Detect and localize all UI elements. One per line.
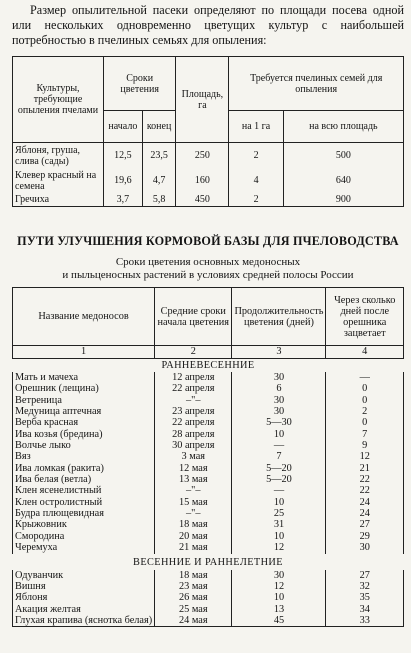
bloom-duration: 10 bbox=[232, 531, 326, 542]
plant-name: Вишня bbox=[13, 581, 155, 592]
bloom-duration: 12 bbox=[232, 542, 326, 553]
bloom-date: –"– bbox=[155, 395, 232, 406]
bloom-duration: 30 bbox=[232, 406, 326, 417]
table-row bbox=[13, 372, 404, 383]
plant-name: Ива белая (ветла) bbox=[13, 474, 155, 485]
column-numbers bbox=[13, 346, 404, 359]
header-area: Площадь, га bbox=[176, 57, 229, 143]
table-row bbox=[13, 531, 404, 542]
bloom-duration: 30 bbox=[232, 372, 326, 383]
plant-name: Вяз bbox=[13, 451, 155, 462]
table-row bbox=[13, 193, 404, 207]
bloom-duration: 7 bbox=[232, 451, 326, 462]
bloom-end: 5,8 bbox=[142, 193, 176, 207]
plant-name: Клен остролистный bbox=[13, 497, 155, 508]
bloom-table bbox=[12, 287, 404, 627]
header-date: Средние сроки начала цветения bbox=[155, 288, 232, 346]
plant-name: Волчье лыко bbox=[13, 440, 155, 451]
bloom-duration: 12 bbox=[232, 581, 326, 592]
caption-line-2: и пыльценосных растений в условиях средней полосы России bbox=[62, 269, 354, 281]
plant-name: Ива ломкая (ракита) bbox=[13, 463, 155, 474]
bloom-duration: 31 bbox=[232, 519, 326, 530]
bloom-duration: 25 bbox=[232, 508, 326, 519]
plant-name: Клен ясенелистный bbox=[13, 485, 155, 496]
days-after-hazel: 12 bbox=[326, 451, 404, 462]
total-value: 500 bbox=[283, 143, 403, 169]
days-after-hazel: 22 bbox=[326, 485, 404, 496]
header-start: начало bbox=[104, 111, 143, 143]
bloom-duration: 30 bbox=[232, 395, 326, 406]
crop-name: Клевер красный на семена bbox=[13, 169, 104, 193]
bloom-duration: 10 bbox=[232, 429, 326, 440]
header-bloom: Сроки цветения bbox=[104, 57, 176, 111]
header-needed: Требуется пчелиных семей для опыления bbox=[229, 57, 404, 111]
days-after-hazel: 7 bbox=[326, 429, 404, 440]
days-after-hazel: 35 bbox=[326, 592, 404, 603]
table-row bbox=[13, 570, 404, 581]
bloom-start: 12,5 bbox=[104, 143, 143, 169]
plant-name: Верба красная bbox=[13, 417, 155, 428]
header-duration: Продолжительность цветения (дней) bbox=[232, 288, 326, 346]
column-number: 4 bbox=[326, 346, 404, 359]
bloom-end: 23,5 bbox=[142, 143, 176, 169]
column-number: 2 bbox=[155, 346, 232, 359]
plant-name: Одуванчик bbox=[13, 570, 155, 581]
bloom-date: –"– bbox=[155, 508, 232, 519]
bloom-duration: — bbox=[232, 440, 326, 451]
group-row bbox=[13, 359, 404, 373]
group1-rows bbox=[13, 372, 404, 554]
days-after-hazel: 29 bbox=[326, 531, 404, 542]
table-row bbox=[13, 581, 404, 592]
total-value: 900 bbox=[283, 193, 403, 207]
bloom-date: 3 мая bbox=[155, 451, 232, 462]
bloom-date: –"– bbox=[155, 485, 232, 496]
table-row bbox=[13, 508, 404, 519]
bloom-date: 21 мая bbox=[155, 542, 232, 553]
days-after-hazel: 0 bbox=[326, 383, 404, 394]
table-row bbox=[13, 592, 404, 603]
plant-name: Черемуха bbox=[13, 542, 155, 553]
bloom-duration: 13 bbox=[232, 604, 326, 615]
days-after-hazel: 22 bbox=[326, 474, 404, 485]
days-after-hazel: — bbox=[326, 372, 404, 383]
group-title: ВЕСЕННИЕ И РАННЕЛЕТНИЕ bbox=[133, 557, 283, 569]
table-row bbox=[13, 406, 404, 417]
group-row bbox=[13, 554, 404, 570]
table-row bbox=[13, 497, 404, 508]
bloom-date: 18 мая bbox=[155, 519, 232, 530]
bloom-date: 26 мая bbox=[155, 592, 232, 603]
area-value: 250 bbox=[176, 143, 229, 169]
pollination-table bbox=[12, 56, 404, 207]
group-title: РАННЕВЕСЕННИЕ bbox=[13, 359, 404, 373]
header-after: Через сколько дней после орешника зацветает bbox=[326, 288, 404, 346]
plant-name: Медуница аптечная bbox=[13, 406, 155, 417]
table-row bbox=[13, 451, 404, 462]
days-after-hazel: 32 bbox=[326, 581, 404, 592]
days-after-hazel: 9 bbox=[326, 440, 404, 451]
plant-name: Орешник (лещина) bbox=[13, 383, 155, 394]
bloom-date: 23 апреля bbox=[155, 406, 232, 417]
table-row bbox=[13, 485, 404, 496]
plant-name: Глухая крапива (яснотка белая) bbox=[13, 615, 155, 627]
bloom-duration: 30 bbox=[232, 570, 326, 581]
bloom-duration: 5—20 bbox=[232, 474, 326, 485]
bloom-date: 12 мая bbox=[155, 463, 232, 474]
table-row bbox=[13, 604, 404, 615]
bloom-date: 25 мая bbox=[155, 604, 232, 615]
bloom-date: 18 мая bbox=[155, 570, 232, 581]
bloom-end: 4,7 bbox=[142, 169, 176, 193]
bloom-duration: 45 bbox=[232, 615, 326, 627]
plant-name: Будра плющевидная bbox=[13, 508, 155, 519]
days-after-hazel: 30 bbox=[326, 542, 404, 553]
bloom-duration: 5—20 bbox=[232, 463, 326, 474]
bloom-start: 3,7 bbox=[104, 193, 143, 207]
days-after-hazel: 2 bbox=[326, 406, 404, 417]
plant-name: Акация желтая bbox=[13, 604, 155, 615]
days-after-hazel: 27 bbox=[326, 519, 404, 530]
bloom-date: 15 мая bbox=[155, 497, 232, 508]
table-row bbox=[13, 474, 404, 485]
bloom-date: 12 апреля bbox=[155, 372, 232, 383]
bloom-date: 20 мая bbox=[155, 531, 232, 542]
table-row bbox=[13, 519, 404, 530]
bloom-date: 24 мая bbox=[155, 615, 232, 627]
bloom-duration: 10 bbox=[232, 497, 326, 508]
bloom-start: 19,6 bbox=[104, 169, 143, 193]
days-after-hazel: 34 bbox=[326, 604, 404, 615]
days-after-hazel: 24 bbox=[326, 497, 404, 508]
table-row bbox=[13, 440, 404, 451]
days-after-hazel: 0 bbox=[326, 395, 404, 406]
days-after-hazel: 0 bbox=[326, 417, 404, 428]
table-row bbox=[13, 169, 404, 193]
bloom-duration: 6 bbox=[232, 383, 326, 394]
plant-name: Смородина bbox=[13, 531, 155, 542]
days-after-hazel: 21 bbox=[326, 463, 404, 474]
per-ha-value: 2 bbox=[229, 193, 283, 207]
bloom-date: 22 апреля bbox=[155, 383, 232, 394]
table-row bbox=[13, 542, 404, 553]
days-after-hazel: 24 bbox=[326, 508, 404, 519]
table-row bbox=[13, 615, 404, 627]
caption-line-1: Сроки цветения основных медоносных bbox=[115, 256, 301, 268]
total-value: 640 bbox=[283, 169, 403, 193]
plant-name: Ветреница bbox=[13, 395, 155, 406]
plant-name: Ива козья (бредина) bbox=[13, 429, 155, 440]
bloom-date: 28 апреля bbox=[155, 429, 232, 440]
bloom-date: 23 мая bbox=[155, 581, 232, 592]
header-end: конец bbox=[142, 111, 176, 143]
header-crops: Культуры, требующие опыления пчелами bbox=[13, 57, 104, 143]
header-name: Название медоносов bbox=[13, 288, 155, 346]
column-number: 3 bbox=[232, 346, 326, 359]
days-after-hazel: 27 bbox=[326, 570, 404, 581]
table-row bbox=[13, 383, 404, 394]
bloom-date: 13 мая bbox=[155, 474, 232, 485]
header-per-ha: на 1 га bbox=[229, 111, 283, 143]
table-row bbox=[13, 395, 404, 406]
area-value: 450 bbox=[176, 193, 229, 207]
intro-paragraph: Размер опылительной пасеки определяют по площади посева одной или нескольких одновременно цветущих культур с наибольшей потребностью в пчелиных семьях для опыления: bbox=[12, 3, 404, 47]
bloom-duration: 10 bbox=[232, 592, 326, 603]
table-row bbox=[13, 417, 404, 428]
per-ha-value: 2 bbox=[229, 143, 283, 169]
table-row bbox=[13, 143, 404, 169]
column-number: 1 bbox=[13, 346, 155, 359]
crop-name: Гречиха bbox=[13, 193, 104, 207]
bloom-date: 22 апреля bbox=[155, 417, 232, 428]
table-caption bbox=[12, 256, 404, 282]
area-value: 160 bbox=[176, 169, 229, 193]
bloom-duration: — bbox=[232, 485, 326, 496]
per-ha-value: 4 bbox=[229, 169, 283, 193]
header-total: на всю площадь bbox=[283, 111, 403, 143]
plant-name: Яблоня bbox=[13, 592, 155, 603]
crop-name: Яблоня, груша, слива (сады) bbox=[13, 143, 104, 169]
bloom-duration: 5—30 bbox=[232, 417, 326, 428]
plant-name: Крыжовник bbox=[13, 519, 155, 530]
table-row bbox=[13, 429, 404, 440]
plant-name: Мать и мачеха bbox=[13, 372, 155, 383]
section-title: ПУТИ УЛУЧШЕНИЯ КОРМОВОЙ БАЗЫ ДЛЯ ПЧЕЛОВОДСТВА bbox=[17, 234, 399, 248]
days-after-hazel: 33 bbox=[326, 615, 404, 627]
table-row bbox=[13, 463, 404, 474]
group2-rows bbox=[13, 570, 404, 627]
bloom-date: 30 апреля bbox=[155, 440, 232, 451]
